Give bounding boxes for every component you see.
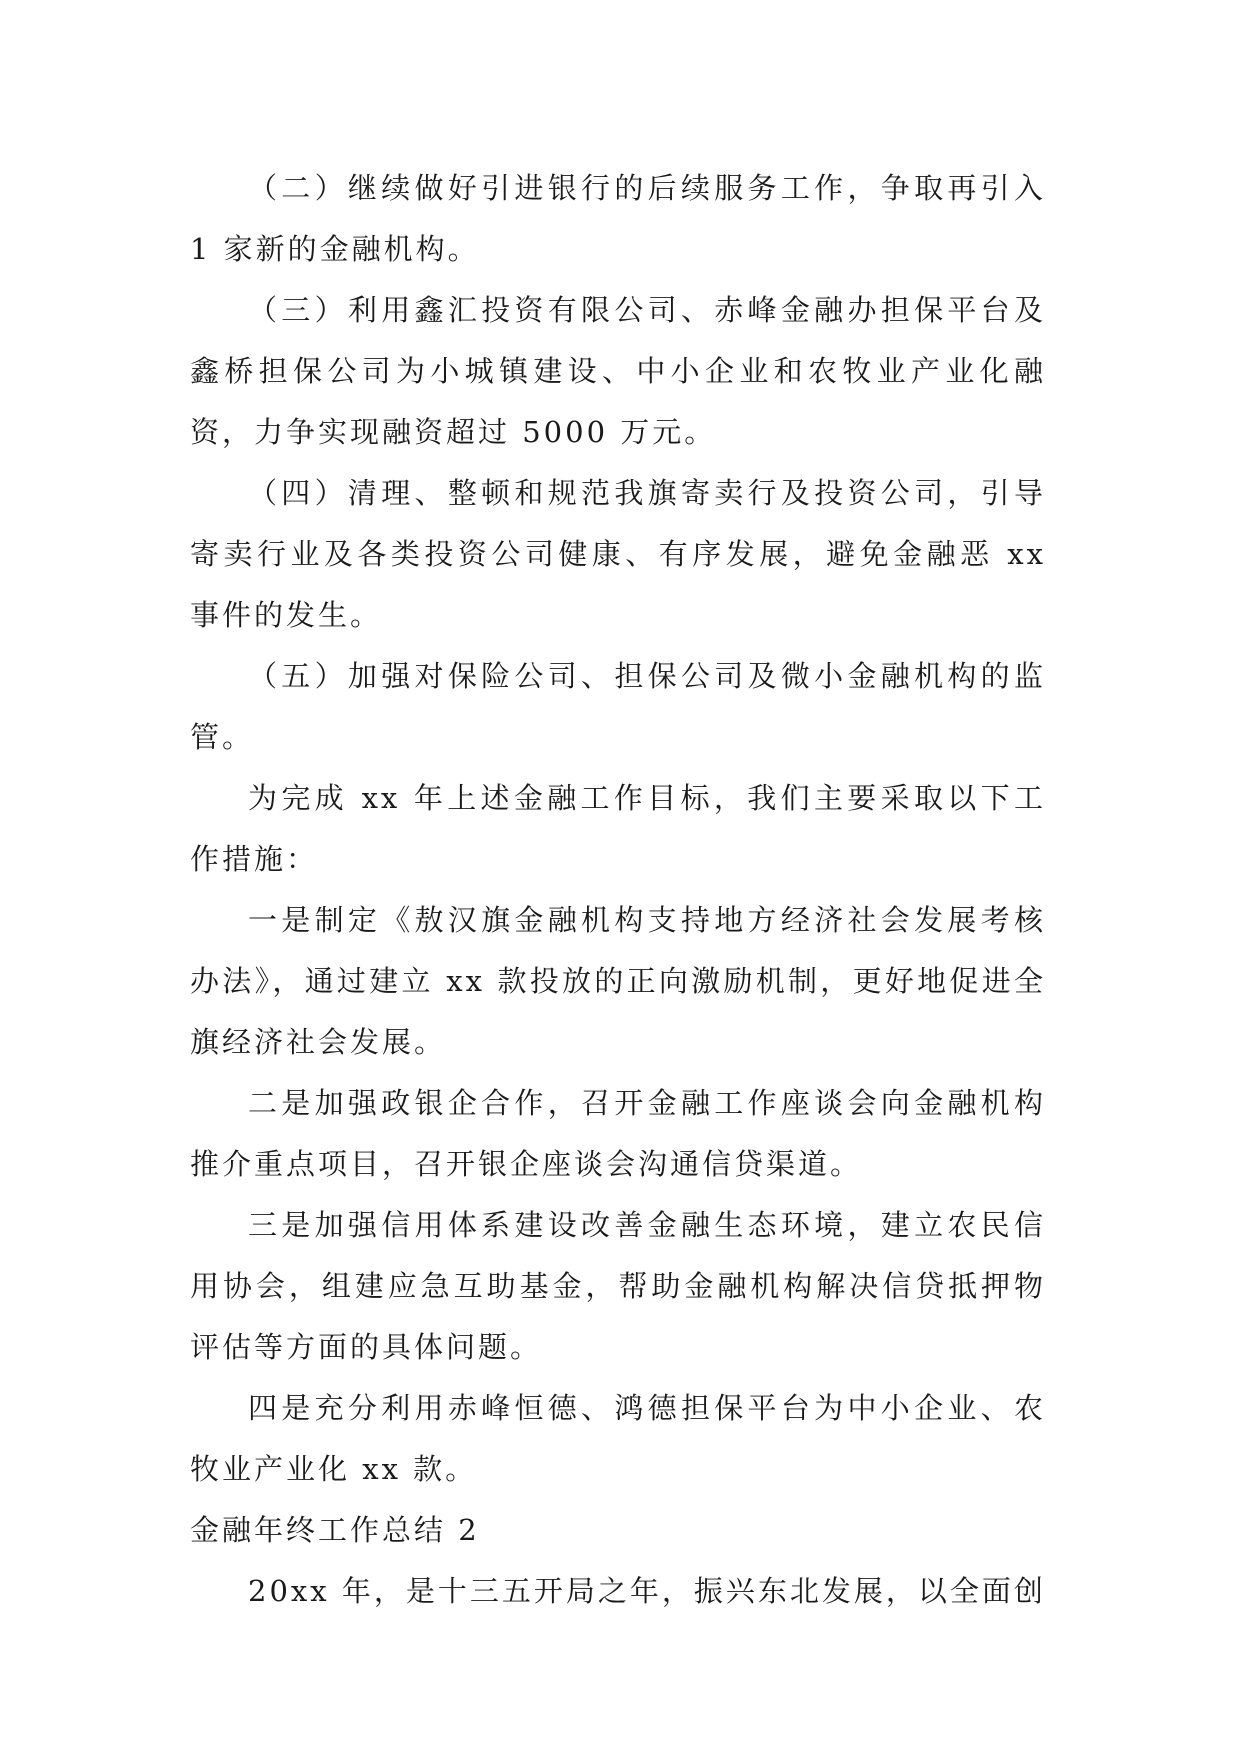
paragraph-measure-4: 四是充分利用赤峰恒德、鸿德担保平台为中小企业、农牧业产业化 xx 款。 bbox=[190, 1391, 1046, 1486]
paragraph-measures-intro: 为完成 xx 年上述金融工作目标，我们主要采取以下工作措施： bbox=[190, 781, 1046, 876]
document-body bbox=[190, 158, 1046, 1622]
paragraph-item-5: （五）加强对保险公司、担保公司及微小金融机构的监管。 bbox=[190, 659, 1046, 754]
paragraph-section-2-opening: 20xx 年，是十三五开局之年，振兴东北发展，以全面创 bbox=[248, 1574, 1046, 1608]
section-title: 金融年终工作总结 2 bbox=[190, 1513, 480, 1547]
paragraph-item-4: （四）清理、整顿和规范我旗寄卖行及投资公司，引导寄卖行业及各类投资公司健康、有序发展，避免金融恶 xx 事件的发生。 bbox=[190, 476, 1046, 632]
paragraph-item-3: （三）利用鑫汇投资有限公司、赤峰金融办担保平台及鑫桥担保公司为小城镇建设、中小企业和农牧业产业化融资，力争实现融资超过 5000 万元。 bbox=[190, 293, 1046, 449]
paragraph-measure-3: 三是加强信用体系建设改善金融生态环境，建立农民信用协会，组建应急互助基金，帮助金融机构解决信贷抵押物评估等方面的具体问题。 bbox=[190, 1208, 1046, 1364]
paragraph-item-2: （二）继续做好引进银行的后续服务工作，争取再引入 1 家新的金融机构。 bbox=[190, 171, 1046, 266]
paragraph-measure-2: 二是加强政银企合作，召开金融工作座谈会向金融机构推介重点项目，召开银企座谈会沟通信贷渠道。 bbox=[190, 1086, 1046, 1181]
paragraph-measure-1: 一是制定《敖汉旗金融机构支持地方经济社会发展考核办法》，通过建立 xx 款投放的正向激励机制，更好地促进全旗经济社会发展。 bbox=[190, 903, 1046, 1059]
